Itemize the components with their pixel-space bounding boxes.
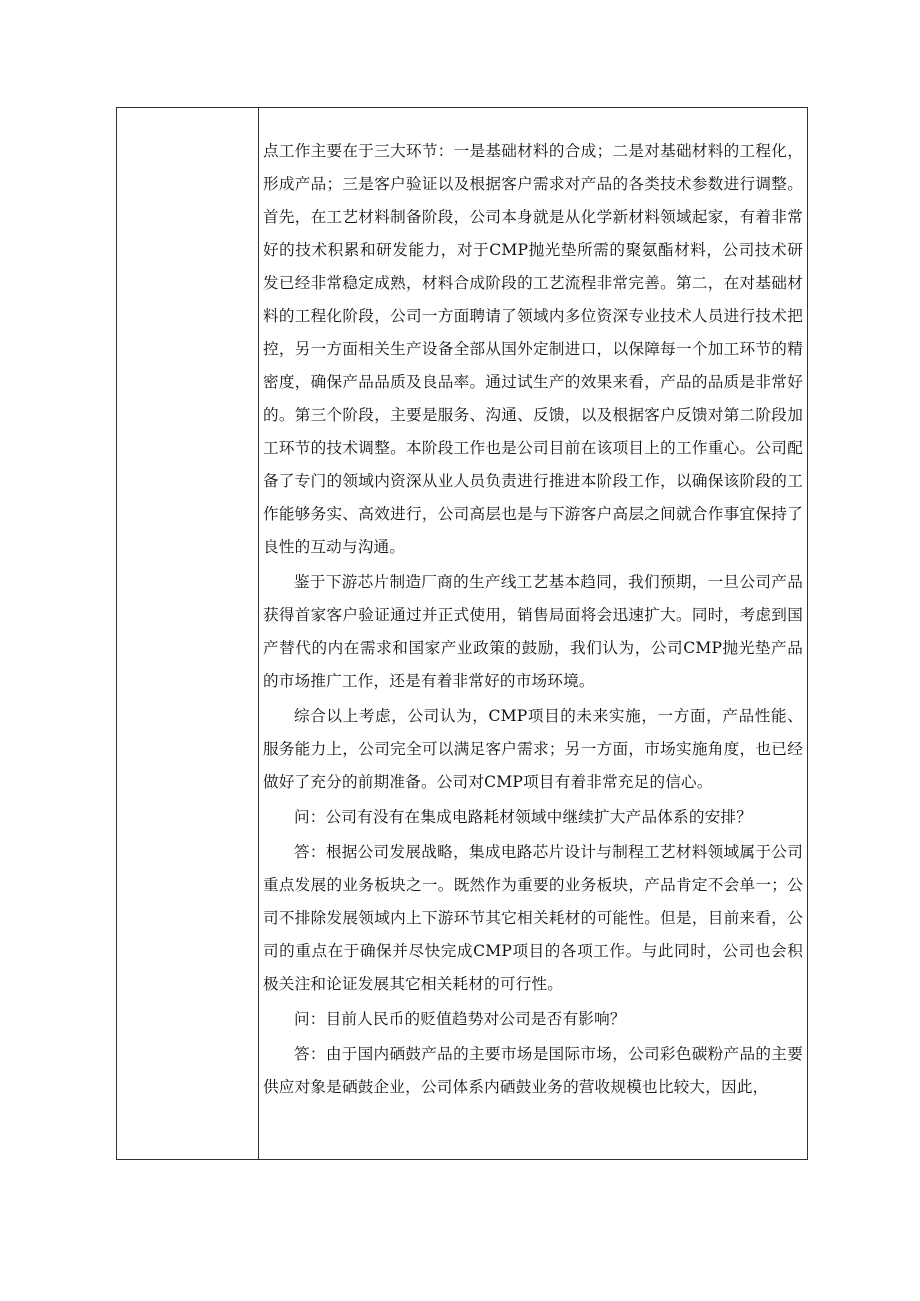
- question-product-expansion: 问：公司有没有在集成电路耗材领域中继续扩大产品体系的安排？: [294, 808, 753, 826]
- paragraph-continuation: 点工作主要在于三大环节：一是基础材料的合成；二是对基础材料的工程化，形成产品；三是客户验证以及根据客户需求对产品的各类技术参数进行调整。首先，在工艺材料制备阶段，公司本身就是从化学新材料领域起家，有着非常好的技术积累和研发能力，对于CMP抛光垫所需的聚氨酯材料，公司技术研发已经非常稳定成熟，材料合成阶段的工艺流程非常完善。第二，在对基础材料的工程化阶段，公司一方面聘请了领域内多位资深专业技术人员进行技术把控，另一方面相关生产设备全部从国外定制进口，以保障每一个加工环节的精密度，确保产品品质及良品率。通过试生产的效果来看，产品的品质是非常好的。第三个阶段，主要是服务、沟通、反馈，以及根据客户反馈对第二阶段加工环节的技术调整。本阶段工作也是公司目前在该项目上的工作重心。公司配备了专门的领域内资深从业人员负责进行推进本阶段工作，以确保该阶段的工作能够务实、高效进行，公司高层也是与下游客户高层之间就合作事宜保持了良性的互动与沟通。: [263, 142, 803, 556]
- label-cell: [117, 108, 259, 1159]
- paragraph-conclusion: 综合以上考虑，公司认为，CMP项目的未来实施，一方面，产品性能、服务能力上，公司完全可以满足客户需求；另一方面，市场实施角度，也已经做好了充分的前期准备。公司对CMP项目有着非常充足的信心。: [263, 707, 803, 791]
- content-cell: [259, 108, 807, 1159]
- paragraph-market-outlook: 鉴于下游芯片制造厂商的生产线工艺基本趋同，我们预期，一旦公司产品获得首家客户验证通过并正式使用，销售局面将会迅速扩大。同时，考虑到国产替代的内在需求和国家产业政策的鼓励，我们认为，公司CMP抛光垫产品的市场推广工作，还是有着非常好的市场环境。: [263, 573, 803, 690]
- question-currency-impact: 问：目前人民币的贬值趋势对公司是否有影响？: [294, 1010, 626, 1028]
- answer-product-expansion: 答：根据公司发展战略，集成电路芯片设计与制程工艺材料领域属于公司重点发展的业务板块之一。既然作为重要的业务板块，产品肯定不会单一；公司不排除发展领域内上下游环节其它相关耗材的可能性。但是，目前来看，公司的重点在于确保并尽快完成CMP项目的各项工作。与此同时，公司也会积极关注和论证发展其它相关耗材的可行性。: [263, 843, 803, 993]
- record-table: [116, 107, 808, 1160]
- answer-currency-impact: 答：由于国内硒鼓产品的主要市场是国际市场，公司彩色碳粉产品的主要供应对象是硒鼓企业，公司体系内硒鼓业务的营收规模也比较大，因此，: [263, 1045, 803, 1096]
